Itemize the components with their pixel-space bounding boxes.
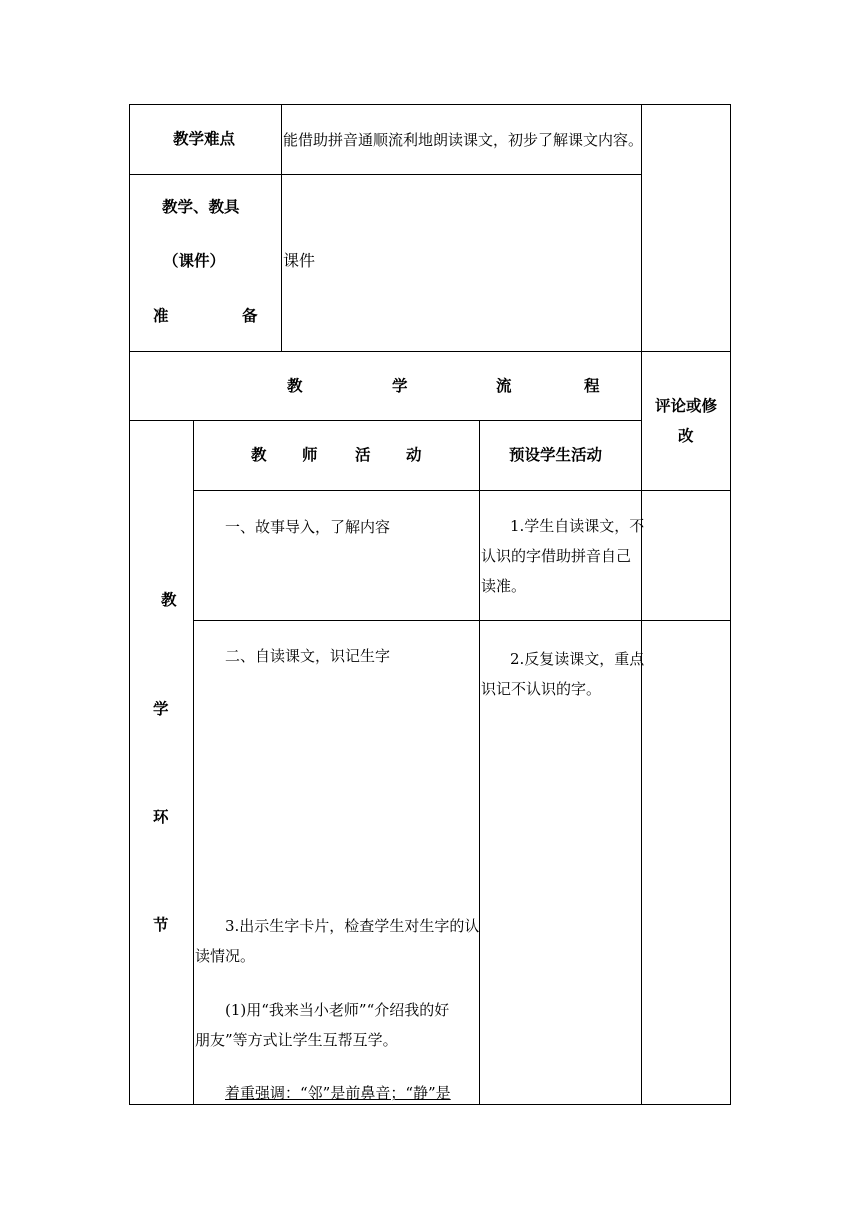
teacher-activity-char-2: 师: [302, 446, 318, 464]
flow-header-char-2: 学: [392, 377, 408, 395]
tools-text: 课件: [283, 251, 316, 270]
row-divider-flow-header: [129, 420, 641, 421]
col-divider-comment: [641, 104, 642, 1105]
step2-teacher-text: 二、自读课文，识记生字: [225, 647, 391, 665]
step3-line1: 3.出示生字卡片，检查学生对生字的认: [225, 917, 480, 935]
teacher-activity-char-4: 动: [406, 446, 422, 464]
col-divider-student: [479, 420, 480, 1105]
tools-label-line2: （课件）: [163, 252, 226, 270]
step1-student-line2: 认识的字借助拼音自己: [481, 547, 632, 565]
section-label-char-3: 环: [153, 808, 169, 826]
step3-sub1-line2: 朋友”等方式让学生互帮互学。: [195, 1031, 398, 1049]
step2-student-line2: 识记不认识的字。: [481, 680, 602, 698]
row-divider-columns: [193, 490, 731, 491]
section-label-char-2: 学: [153, 700, 169, 718]
step2-student-line1: 2.反复读课文，重点: [510, 650, 645, 668]
tools-label-line1: 教学、教具: [162, 198, 240, 216]
tools-label-line3-right: 备: [242, 307, 258, 325]
section-label-char-4: 节: [153, 916, 169, 934]
col-divider-section: [193, 420, 194, 1105]
step3-line2: 读情况。: [195, 947, 256, 965]
row-divider-difficulty: [129, 174, 641, 175]
student-activity-header: 预设学生活动: [509, 446, 603, 464]
col-divider-label: [281, 104, 282, 351]
step1-teacher-text: 一、故事导入，了解内容: [225, 518, 391, 536]
comment-label-line2: 改: [678, 427, 694, 445]
teacher-activity-char-3: 活: [355, 446, 371, 464]
step3-sub1-line1: (1)用“我来当小老师”“介绍我的好: [225, 1001, 450, 1019]
difficulty-text: 能借助拼音通顺流利地朗读课文，初步了解课文内容。: [283, 131, 644, 149]
row-divider-step1: [193, 620, 731, 621]
step1-student-line3: 读准。: [481, 577, 527, 595]
table-border-right: [730, 104, 731, 1105]
comment-label-line1: 评论或修: [655, 397, 718, 415]
step3-emphasis-text: 着重强调：“邻”是前鼻音；“静”是: [225, 1084, 451, 1102]
table-border-left: [129, 104, 130, 1105]
step1-student-line1: 1.学生自读课文，不: [510, 517, 645, 535]
difficulty-label: 教学难点: [173, 130, 236, 148]
section-label-char-1: 教: [161, 591, 177, 609]
flow-header-char-4: 程: [584, 377, 600, 395]
flow-header-char-3: 流: [496, 377, 512, 395]
teacher-activity-char-1: 教: [251, 446, 267, 464]
flow-header-char-1: 教: [287, 377, 303, 395]
tools-label-line3-left: 准: [153, 307, 169, 325]
